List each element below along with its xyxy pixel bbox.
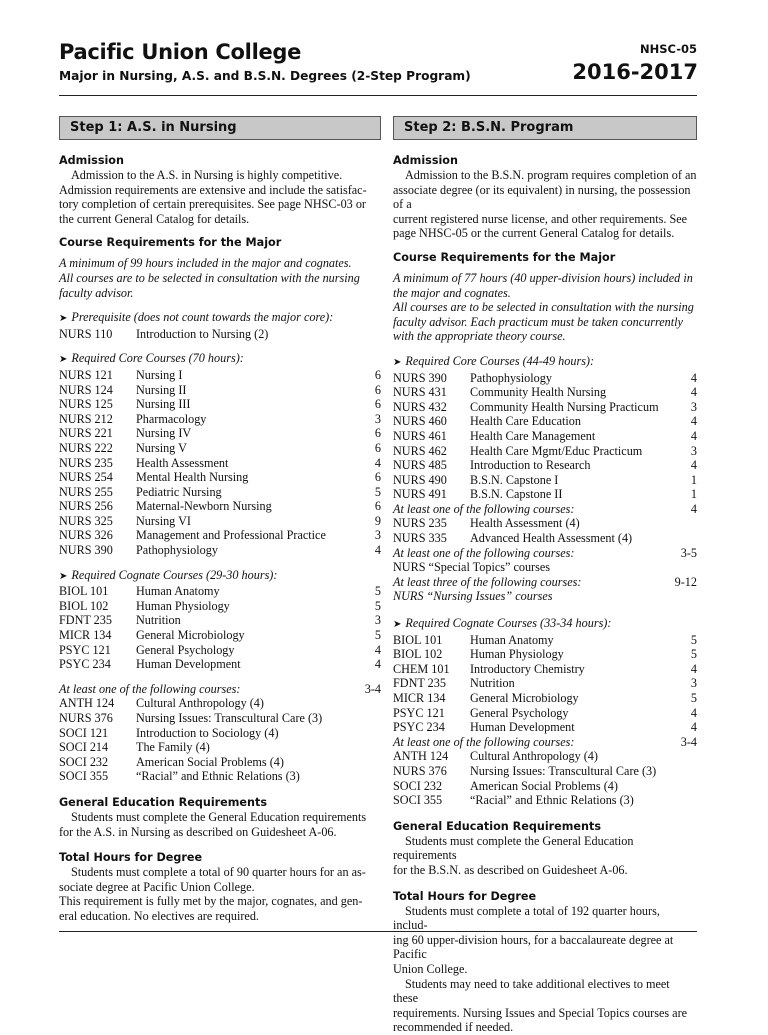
course-title: Advanced Health Assessment (4) xyxy=(470,531,633,546)
course-row xyxy=(393,414,697,429)
course-title: Nursing IV xyxy=(136,426,192,441)
text-line: associate degree (or its equivalent) in nursing, the possession of a xyxy=(393,182,691,212)
prereq-heading xyxy=(59,310,381,327)
course-title: Introduction to Sociology (4) xyxy=(136,725,279,740)
choice-label xyxy=(393,502,697,517)
text-line: for the B.S.N. as described on Guidesheet A-06. xyxy=(393,862,628,877)
course-code: NURS 221 xyxy=(59,426,113,441)
text-line: All courses are to be selected in consultation with the nursing xyxy=(393,300,694,315)
course-row xyxy=(393,749,697,764)
course-row xyxy=(393,531,697,546)
course-row xyxy=(59,643,381,658)
course-row xyxy=(59,657,381,672)
step1-title: Step 1: A.S. in Nursing xyxy=(59,116,381,140)
text-line: Students must complete the General Education requirements xyxy=(71,809,367,824)
course-code: BIOL 102 xyxy=(59,598,109,613)
course-hours xyxy=(677,516,697,531)
course-title: Nursing II xyxy=(136,382,187,397)
course-row xyxy=(59,613,381,628)
course-hours xyxy=(677,779,697,794)
left-total-heading: Total Hours for Degree xyxy=(59,851,203,865)
prereq-heading-text: Prerequisite (does not count towards the major core): xyxy=(71,310,334,325)
course-row xyxy=(393,429,697,444)
course-hours: 6 xyxy=(374,470,381,485)
course-title: Nursing V xyxy=(136,440,187,455)
step2-title: Step 2: B.S.N. Program xyxy=(393,116,697,140)
course-code: NURS 326 xyxy=(59,528,113,543)
course-title: Cultural Anthropology (4) xyxy=(470,749,598,764)
right-total-text xyxy=(393,904,697,1035)
course-title: Mental Health Nursing xyxy=(136,470,249,485)
course-row xyxy=(59,599,381,614)
course-code: NURS 124 xyxy=(59,382,113,397)
header-year: 2016-2017 xyxy=(572,60,698,84)
course-hours: 3 xyxy=(374,528,381,543)
course-row xyxy=(59,412,381,427)
right-choice4-list xyxy=(393,749,697,807)
course-hours xyxy=(677,749,697,764)
course-code: ANTH 124 xyxy=(393,749,449,764)
course-title: Health Care Education xyxy=(470,414,581,429)
course-title: Human Development xyxy=(470,720,575,735)
text-line: the current General Catalog for details. xyxy=(59,211,250,226)
course-code: NURS 461 xyxy=(393,428,447,443)
course-code: NURS 390 xyxy=(59,543,113,558)
left-total-text xyxy=(59,865,381,923)
course-hours xyxy=(357,740,381,755)
left-gen-ed-text xyxy=(59,810,381,839)
course-code: NURS 432 xyxy=(393,399,447,414)
text-line: Admission to the A.S. in Nursing is highly competitive. xyxy=(71,168,343,182)
course-title: Human Physiology xyxy=(136,598,230,613)
course-title: The Family (4) xyxy=(136,740,210,755)
course-code: FDNT 235 xyxy=(59,613,112,628)
course-hours: 9 xyxy=(374,513,381,528)
course-hours: 4 xyxy=(374,657,381,672)
choice-text: NURS “Nursing Issues” courses xyxy=(393,589,553,604)
course-hours: 3 xyxy=(374,613,381,628)
course-title: “Racial” and Ethnic Relations (3) xyxy=(136,769,300,784)
course-row xyxy=(59,584,381,599)
course-hours: 3 xyxy=(690,443,697,458)
left-gen-ed-heading: General Education Requirements xyxy=(59,795,267,809)
course-title: Human Physiology xyxy=(470,647,564,662)
course-title: General Psychology xyxy=(470,705,569,720)
text-line: Admission to the B.S.N. program requires completion of an xyxy=(405,168,697,182)
course-title: Pharmacology xyxy=(136,411,207,426)
course-code: NURS 125 xyxy=(59,397,113,412)
course-row xyxy=(59,514,381,529)
course-hours: 4 xyxy=(374,642,381,657)
right-core-list xyxy=(393,371,697,502)
text-line: with the appropriate theory course. xyxy=(393,329,566,344)
text-line: for the A.S. in Nursing as described on Guidesheet A-06. xyxy=(59,824,337,839)
course-row xyxy=(393,516,697,531)
course-code: NURS 325 xyxy=(59,513,113,528)
course-row xyxy=(393,793,697,808)
course-code: PSYC 234 xyxy=(59,657,111,672)
course-title: Nutrition xyxy=(136,613,181,628)
course-hours: 3 xyxy=(690,399,697,414)
text-line: A minimum of 77 hours (40 upper-division hours) included in xyxy=(393,270,693,285)
course-code: SOCI 355 xyxy=(59,769,109,784)
choice-label-text: At least one of the following courses: xyxy=(393,545,575,560)
right-course-req-heading: Course Requirements for the Major xyxy=(393,250,616,264)
course-code: PSYC 121 xyxy=(59,642,111,657)
course-title: General Psychology xyxy=(136,642,235,657)
course-title: “Racial” and Ethnic Relations (3) xyxy=(470,793,634,808)
course-code: NURS 462 xyxy=(393,443,447,458)
course-title: Health Assessment (4) xyxy=(470,516,580,531)
course-code: SOCI 355 xyxy=(393,793,443,808)
cognate-heading xyxy=(393,616,697,633)
left-choice-list xyxy=(59,696,381,784)
text-line: Students must complete a total of 90 quarter hours for an as- xyxy=(71,865,366,880)
course-row xyxy=(393,691,697,706)
right-admission-heading: Admission xyxy=(393,154,458,167)
course-row xyxy=(393,458,697,473)
course-title: American Social Problems (4) xyxy=(470,778,618,793)
text-line: sociate degree at Pacific Union College. xyxy=(59,879,255,894)
right-column xyxy=(393,116,697,1035)
left-column xyxy=(59,116,381,924)
text-line: Union College. xyxy=(393,961,468,976)
course-code: SOCI 121 xyxy=(59,725,109,740)
course-hours: 1 xyxy=(690,487,697,502)
course-code: NURS 376 xyxy=(393,763,447,778)
course-code: ANTH 124 xyxy=(59,696,115,711)
course-code: BIOL 101 xyxy=(393,632,443,647)
course-code: NURS 256 xyxy=(59,499,113,514)
text-line: Admission requirements are extensive and include the satisfac- xyxy=(59,182,367,197)
text-line: faculty advisor. xyxy=(59,285,134,300)
course-row xyxy=(393,676,697,691)
course-code: NURS 485 xyxy=(393,458,447,473)
course-hours: 5 xyxy=(374,584,381,599)
choice-label-text: At least one of the following courses: xyxy=(393,501,575,516)
text-line: page NHSC-05 or the current General Catalog for details. xyxy=(393,226,675,241)
course-title: Introductory Chemistry xyxy=(470,661,585,676)
course-title: Cultural Anthropology (4) xyxy=(136,696,264,711)
course-hours xyxy=(357,711,381,726)
course-code: NURS 254 xyxy=(59,470,113,485)
course-row xyxy=(59,711,381,726)
course-row xyxy=(393,473,697,488)
course-hours: 4 xyxy=(690,458,697,473)
course-row xyxy=(59,543,381,558)
course-hours xyxy=(357,769,381,784)
header-subtitle: Major in Nursing, A.S. and B.S.N. Degrees (2-Step Program) xyxy=(59,69,471,83)
choice-hours: 3-4 xyxy=(364,681,381,696)
text-line: the major and cognates. xyxy=(393,285,511,300)
left-course-req-text xyxy=(59,256,381,300)
choice-hours: 9-12 xyxy=(674,574,697,589)
course-code: PSYC 234 xyxy=(393,720,445,735)
course-hours xyxy=(357,726,381,741)
course-hours: 5 xyxy=(690,632,697,647)
choice-text: NURS “Special Topics” courses xyxy=(393,560,550,575)
course-hours: 5 xyxy=(374,628,381,643)
course-code: SOCI 232 xyxy=(59,754,109,769)
course-hours: 5 xyxy=(690,691,697,705)
course-code: SOCI 214 xyxy=(59,740,109,755)
core-heading-text: Required Core Courses (44-49 hours): xyxy=(405,353,595,368)
course-row xyxy=(393,444,697,459)
core-heading xyxy=(59,351,381,368)
course-title: Nutrition xyxy=(470,676,515,691)
course-code: PSYC 121 xyxy=(393,705,445,720)
course-code: NURS 460 xyxy=(393,414,447,429)
header-college: Pacific Union College xyxy=(59,40,302,64)
choice-label xyxy=(393,735,697,750)
course-hours: 4 xyxy=(690,705,697,720)
course-row xyxy=(59,740,381,755)
course-title: Community Health Nursing xyxy=(470,385,607,400)
course-code: NURS 431 xyxy=(393,385,447,400)
course-hours: 5 xyxy=(374,484,381,499)
choice-hours: 3-4 xyxy=(680,734,697,749)
left-core-list xyxy=(59,368,381,558)
course-title: Nursing III xyxy=(136,397,191,412)
course-hours xyxy=(357,755,381,770)
course-title: B.S.N. Capstone II xyxy=(470,487,563,502)
course-row xyxy=(393,662,697,677)
choice-label-text: At least three of the following courses: xyxy=(393,574,582,589)
course-hours: 4 xyxy=(690,720,697,735)
course-hours: 4 xyxy=(374,543,381,558)
left-course-req-heading: Course Requirements for the Major xyxy=(59,236,282,250)
course-row xyxy=(393,706,697,721)
course-row xyxy=(59,426,381,441)
course-row xyxy=(393,371,697,386)
course-hours xyxy=(677,793,697,808)
course-title: Community Health Nursing Practicum xyxy=(470,399,659,414)
course-hours: 4 xyxy=(690,661,697,676)
choice-hours: 3-5 xyxy=(680,545,697,560)
course-title: Human Anatomy xyxy=(136,584,220,599)
arrow-icon: ➤ xyxy=(59,570,68,582)
course-row xyxy=(59,769,381,784)
course-hours: 6 xyxy=(374,397,381,412)
course-title: Nursing VI xyxy=(136,513,191,528)
course-hours: 3 xyxy=(374,411,381,426)
course-title: Nursing I xyxy=(136,367,183,382)
right-gen-ed-text xyxy=(393,834,697,878)
course-row xyxy=(59,441,381,456)
course-hours: 4 xyxy=(690,370,697,385)
course-row xyxy=(59,470,381,485)
course-row xyxy=(59,383,381,398)
cognate-heading-text: Required Cognate Courses (29-30 hours): xyxy=(71,567,278,582)
course-code: CHEM 101 xyxy=(393,661,450,676)
course-title: B.S.N. Capstone I xyxy=(470,472,559,487)
text-line: Students may need to take additional electives to meet these xyxy=(393,976,670,1006)
course-title: Introduction to Nursing (2) xyxy=(136,326,269,341)
choice-label-text: At least one of the following courses: xyxy=(393,734,575,749)
course-row xyxy=(59,628,381,643)
course-title: Nursing Issues: Transcultural Care (3) xyxy=(136,711,323,725)
course-code: NURS 110 xyxy=(59,326,113,341)
course-row xyxy=(393,764,697,779)
arrow-icon: ➤ xyxy=(59,354,68,366)
text-line: tory completion of certain prerequisites. See page NHSC-03 or xyxy=(59,197,366,212)
choice-label-text: At least one of the following courses: xyxy=(59,681,241,696)
course-title: Pathophysiology xyxy=(136,543,218,558)
arrow-icon: ➤ xyxy=(59,313,68,325)
course-title: Human Anatomy xyxy=(470,632,554,647)
course-title: Introduction to Research xyxy=(470,458,591,473)
course-row xyxy=(59,485,381,500)
course-code: MICR 134 xyxy=(59,628,112,643)
course-code: NURS 235 xyxy=(393,516,447,531)
course-code: NURS 235 xyxy=(59,455,113,470)
right-admission-text xyxy=(393,168,697,241)
course-code: NURS 212 xyxy=(59,411,113,426)
course-hours: 6 xyxy=(374,499,381,514)
course-title: Health Care Mgmt/Educ Practicum xyxy=(470,443,643,458)
course-row xyxy=(59,696,381,711)
choice-label xyxy=(393,575,697,590)
right-course-req-text xyxy=(393,271,697,344)
course-row xyxy=(393,633,697,648)
choice-label xyxy=(393,546,697,561)
core-heading xyxy=(393,354,697,371)
course-row xyxy=(59,397,381,412)
arrow-icon: ➤ xyxy=(393,619,402,631)
course-hours xyxy=(357,696,381,711)
course-code: NURS 255 xyxy=(59,484,113,499)
course-hours: 5 xyxy=(374,598,381,613)
text-line: This requirement is fully met by the major, cognates, and gen- xyxy=(59,894,363,909)
course-code: NURS 376 xyxy=(59,711,113,725)
course-title: General Microbiology xyxy=(136,628,245,643)
text-line: faculty advisor. Each practicum must be taken concurrently xyxy=(393,314,683,329)
text-line: requirements. Nursing Issues and Special Topics courses are xyxy=(393,1005,688,1020)
course-code: BIOL 102 xyxy=(393,647,443,662)
course-row xyxy=(59,456,381,471)
left-admission-heading: Admission xyxy=(59,154,124,167)
course-hours: 5 xyxy=(690,647,697,662)
course-code: BIOL 101 xyxy=(59,584,109,599)
course-code: SOCI 232 xyxy=(393,778,443,793)
top-rule xyxy=(59,95,697,96)
text-line: A minimum of 99 hours included in the major and cognates. xyxy=(59,256,352,271)
text-line: ing 60 upper-division hours, for a baccalaureate degree at Pacific xyxy=(393,932,674,962)
choice-hours: 4 xyxy=(690,501,697,516)
course-hours: 6 xyxy=(374,440,381,455)
course-row xyxy=(59,499,381,514)
cognate-heading xyxy=(59,568,381,585)
text-line: current registered nurse license, and other requirements. See xyxy=(393,211,688,226)
course-row xyxy=(393,720,697,735)
course-row xyxy=(393,385,697,400)
course-code: NURS 491 xyxy=(393,487,447,502)
left-admission-text xyxy=(59,168,381,226)
course-row xyxy=(393,487,697,502)
course-row xyxy=(59,327,381,342)
course-title: Health Assessment xyxy=(136,455,229,470)
course-hours: 1 xyxy=(690,472,697,487)
choice-label xyxy=(59,682,381,697)
course-hours: 4 xyxy=(690,428,697,443)
core-heading-text: Required Core Courses (70 hours): xyxy=(71,351,244,366)
course-row xyxy=(59,368,381,383)
course-code: NURS 335 xyxy=(393,531,447,546)
course-code: MICR 134 xyxy=(393,691,446,705)
course-code: NURS 121 xyxy=(59,367,113,382)
course-title: Management and Professional Practice xyxy=(136,528,326,543)
course-title: Pathophysiology xyxy=(470,370,552,385)
course-title: American Social Problems (4) xyxy=(136,754,284,769)
course-code: NURS 222 xyxy=(59,440,113,455)
right-total-heading: Total Hours for Degree xyxy=(393,889,537,903)
course-hours: 6 xyxy=(374,382,381,397)
right-choice1-list xyxy=(393,516,697,545)
course-hours: 4 xyxy=(690,385,697,400)
course-hours: 4 xyxy=(374,455,381,470)
course-hours: 3 xyxy=(690,676,697,691)
text-line: Students must complete a total of 192 quarter hours, includ- xyxy=(393,903,660,933)
course-title: Nursing Issues: Transcultural Care (3) xyxy=(470,763,657,778)
course-hours: 4 xyxy=(690,414,697,429)
text-line: Students must complete the General Education requirements xyxy=(393,833,634,863)
arrow-icon: ➤ xyxy=(393,356,402,368)
text-line: eral education. No electives are required. xyxy=(59,908,259,923)
course-title: General Microbiology xyxy=(470,691,579,705)
course-hours xyxy=(677,764,697,779)
course-row xyxy=(59,528,381,543)
course-hours: 6 xyxy=(374,426,381,441)
course-title: Maternal-Newborn Nursing xyxy=(136,499,272,514)
course-code: NURS 490 xyxy=(393,472,447,487)
course-hours: 6 xyxy=(374,367,381,382)
course-title: Health Care Management xyxy=(470,428,596,443)
course-row xyxy=(59,755,381,770)
header-code: NHSC-05 xyxy=(639,42,697,56)
course-title: Pediatric Nursing xyxy=(136,484,222,499)
cognate-heading-text: Required Cognate Courses (33-34 hours): xyxy=(405,616,612,631)
course-row xyxy=(59,726,381,741)
course-title: Human Development xyxy=(136,657,241,672)
text-line: All courses are to be selected in consultation with the nursing xyxy=(59,270,360,285)
left-cognate-list xyxy=(59,584,381,672)
course-row xyxy=(393,400,697,415)
right-gen-ed-heading: General Education Requirements xyxy=(393,819,601,833)
course-code: FDNT 235 xyxy=(393,676,446,691)
right-cognate-list xyxy=(393,633,697,735)
course-code: NURS 390 xyxy=(393,370,447,385)
text-line: recommended if needed. xyxy=(393,1020,514,1035)
course-row xyxy=(393,779,697,794)
course-row xyxy=(393,647,697,662)
course-hours xyxy=(677,531,697,546)
